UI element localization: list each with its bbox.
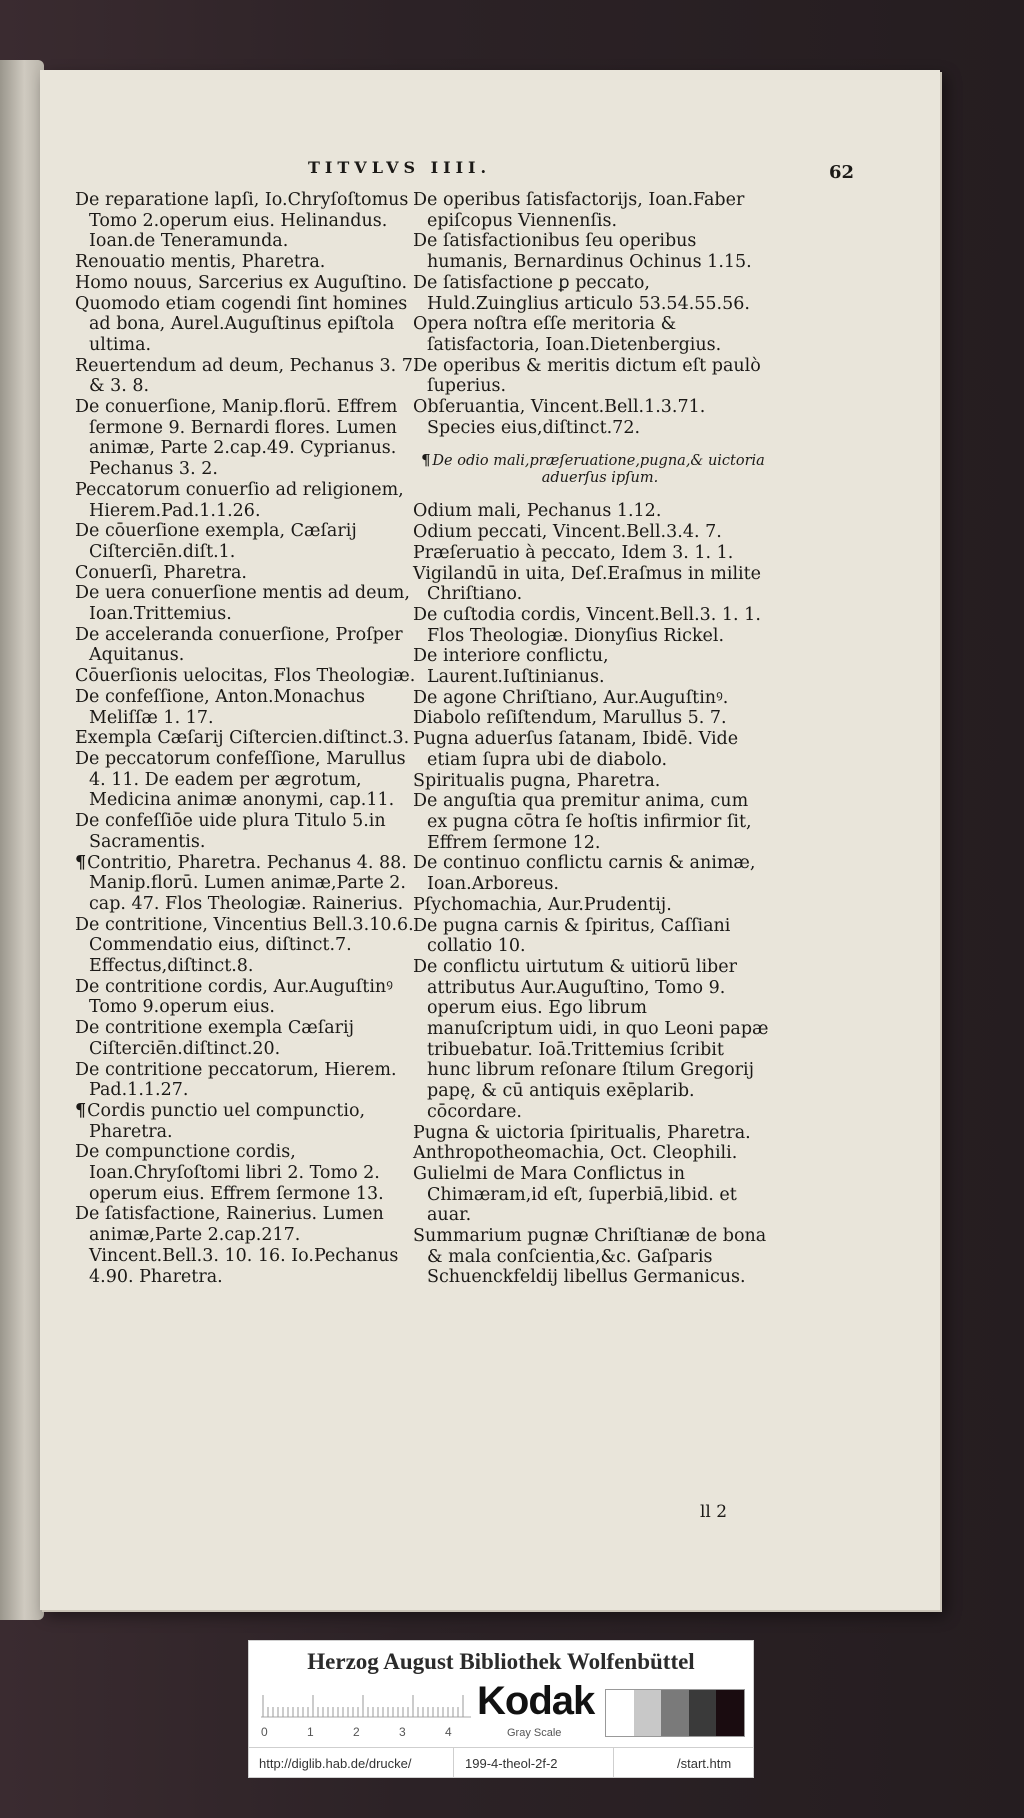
color-calibration-card bbox=[248, 1640, 754, 1778]
ruler-scale bbox=[261, 1687, 471, 1723]
printer-signature: ll 2 bbox=[700, 1502, 728, 1522]
ruler-number: 4 bbox=[445, 1725, 452, 1739]
library-title: Herzog August Bibliothek Wolfenbüttel bbox=[307, 1649, 695, 1674]
footer-divider bbox=[453, 1747, 454, 1777]
index-entry: De compunctione cordis, Ioan.Chryſoſtomi libri 2. Tomo 2. operum eius. Effrem ſermone 13. bbox=[75, 1142, 384, 1204]
index-entry: De anguſtia qua premitur anima, cum ex pugna cōtra ſe hoſtis infirmior ſit, Effrem ſermone 12. bbox=[413, 791, 752, 853]
ruler-number: 3 bbox=[399, 1725, 406, 1739]
gray-patch bbox=[661, 1690, 689, 1736]
index-entry: ¶ Contritio, Pharetra. Pechanus 4. 88. Manip.florū. Lumen animæ,Parte 2. cap. 47. Flos Theologiæ. Rainerius. bbox=[75, 853, 425, 915]
ruler-number: 2 bbox=[353, 1725, 360, 1739]
index-entry: Odium peccati, Vincent.Bell.3.4. 7. bbox=[413, 522, 722, 543]
index-entry: ¶ Cordis punctio uel compunctio, Pharetra. bbox=[75, 1101, 425, 1142]
section-subheading: ¶ De odio mali,præſeruatione,pugna,& uictoria aduerſus ipſum. bbox=[413, 452, 773, 487]
index-entry: Reuertendum ad deum, Pechanus 3. 7. & 3. 8. bbox=[75, 355, 419, 397]
gray-patch bbox=[689, 1690, 717, 1736]
index-entry: Exempla Cæſarij Ciſtercien.diſtinct.3. bbox=[75, 728, 410, 749]
index-entry: De conuerſione, Manip.florū. Effrem ſermone 9. Bernardi flores. Lumen animæ, Parte 2.cap.49. Cyprianus. Pechanus 3. 2. bbox=[75, 397, 398, 480]
index-entry: De confeſſiōe uide plura Titulo 5.in Sacramentis. bbox=[75, 811, 386, 852]
index-entry: De cōuerſione exempla, Cæſarij Ciſterciēn.diſt.1. bbox=[75, 521, 357, 562]
index-entry: De confeſſione, Anton.Monachus Meliſſæ 1. 17. bbox=[75, 686, 366, 728]
index-entry: De agone Chriſtiano, Aur.Auguſtinꝰ. bbox=[413, 687, 729, 708]
book-page bbox=[40, 70, 940, 1610]
index-entry: Vigilandū in uita, Deſ.Eraſmus in milite Chriſtiano. bbox=[413, 563, 762, 605]
index-entry: Homo nouus, Sarcerius ex Auguſtino. bbox=[75, 272, 408, 293]
index-entry: De pugna carnis & ſpiritus, Caſſiani collatio 10. bbox=[413, 915, 731, 957]
index-entry: Cōuerſionis uelocitas, Flos Theologiæ. bbox=[75, 666, 416, 687]
index-entry: Renouatio mentis, Pharetra. bbox=[75, 252, 326, 273]
index-entry: Diabolo reſiſtendum, Marullus 5. 7. bbox=[413, 708, 727, 729]
index-entry: Anthropotheomachia, Oct. Cleophili. bbox=[413, 1143, 738, 1164]
index-entry: De ſatisfactionibus ſeu operibus humanis, Bernardinus Ochinus 1.15. bbox=[413, 231, 752, 273]
index-entry: Odium mali, Pechanus 1.12. bbox=[413, 501, 662, 522]
right-column-bottom bbox=[413, 501, 773, 1288]
left-column bbox=[75, 190, 425, 1287]
right-column bbox=[413, 190, 773, 1288]
index-entry: De contritione exempla Cæſarij Ciſterciēn.diſtinct.20. bbox=[75, 1018, 355, 1059]
ruler-numbers bbox=[261, 1725, 471, 1741]
running-title: TITVLVS IIII. bbox=[308, 158, 492, 177]
index-entry: De operibus & meritis dictum eſt paulò ſuperius. bbox=[413, 355, 761, 397]
index-entry: Opera noſtra eſſe meritoria & ſatisfactoria, Ioan.Dietenbergius. bbox=[413, 314, 722, 355]
index-entry: De reparatione lapſi, Io.Chryſoſtomus Tomo 2.operum eius. Helinandus. Ioan.de Teneramunda. bbox=[75, 190, 409, 252]
facing-page-edge bbox=[0, 60, 44, 1620]
index-entry: De contritione peccatorum, Hierem. Pad.1.1.27. bbox=[75, 1059, 397, 1101]
ruler-number: 0 bbox=[261, 1725, 268, 1739]
gray-patch bbox=[634, 1690, 662, 1736]
index-entry: Pſychomachia, Aur.Prudentij. bbox=[413, 894, 672, 915]
index-entry: De interiore conflictu, Laurent.Iuſtinianus. bbox=[413, 646, 609, 688]
index-entry: De contritione, Vincentius Bell.3.10.6. Commendatio eius, diſtinct.7. Effectus,diſtinct.8. bbox=[75, 914, 414, 977]
gray-patch bbox=[716, 1690, 744, 1736]
gray-patch bbox=[606, 1690, 634, 1736]
card-footer bbox=[249, 1747, 753, 1778]
index-entry: De operibus ſatisfactorijs, Ioan.Faber epiſcopus Viennenſis. bbox=[413, 190, 745, 231]
index-entry: Quomodo etiam cogendi ſint homines ad bona, Aurel.Auguſtinus epiſtola ultima. bbox=[75, 293, 408, 355]
page-header bbox=[40, 158, 940, 188]
gray-scale-patches bbox=[605, 1689, 745, 1737]
kodak-logo: Kodak bbox=[477, 1679, 595, 1723]
footer-divider bbox=[613, 1747, 614, 1777]
page-number: 62 bbox=[828, 162, 854, 183]
index-entry: Præſeruatio à peccato, Idem 3. 1. 1. bbox=[413, 542, 734, 563]
index-entry: De ſatisfactione, Rainerius. Lumen animæ,Parte 2.cap.217. Vincent.Bell.3. 10. 16. Io.Pechanus 4.90. Pharetra. bbox=[75, 1204, 399, 1287]
index-entry: De conflictu uirtutum & uitiorū liber attributus Aur.Auguſtino, Tomo 9. operum eius. Ego librum manuſcriptum uidi, in quo Leoni papæ tribuebatur. Ioā.Trittemius ſcribit hunc librum reſonare ſtilum Gregorij papę, & cū antiquis exēplarib. cōcordare. bbox=[413, 956, 769, 1122]
ruler-number: 1 bbox=[307, 1725, 314, 1739]
index-entry: De uera conuerſione mentis ad deum, Ioan.Trittemius. bbox=[75, 583, 410, 625]
index-entry: De cuſtodia cordis, Vincent.Bell.3. 1. 1. Flos Theologiæ. Dionyſius Rickel. bbox=[413, 604, 761, 646]
gray-scale-label: Gray Scale bbox=[507, 1727, 562, 1739]
index-entry: Summarium pugnæ Chriſtianæ de bona & mala conſcientia,&c. Gaſparis Schuenckfeldij libellus Germanicus. bbox=[413, 1226, 767, 1288]
index-entry: Pugna & uictoria ſpiritualis, Pharetra. bbox=[413, 1122, 751, 1143]
index-entry: De ſatisfactione ꝑ peccato, Huld.Zuinglius articulo 53.54.55.56. bbox=[413, 272, 750, 314]
footer-url: http://diglib.hab.de/drucke/ bbox=[259, 1756, 412, 1771]
footer-shelfmark: 199-4-theol-2f-2 bbox=[465, 1756, 558, 1771]
index-entry: Conuerſi, Pharetra. bbox=[75, 562, 247, 583]
index-entry: De peccatorum confeſſione, Marullus 4. 11. De eadem per ægrotum, Medicina animæ anonymi, cap.11. bbox=[75, 748, 406, 811]
footer-start: /start.htm bbox=[677, 1756, 732, 1771]
index-entry: Pugna aduerſus ſatanam, Ibidē. Vide etiam ſupra ubi de diabolo. bbox=[413, 729, 739, 770]
index-entry: De continuo conflictu carnis & animæ, Ioan.Arboreus. bbox=[413, 853, 756, 895]
right-column-top bbox=[413, 190, 773, 438]
index-entry: Gulielmi de Mara Conflictus in Chimæram,id eſt, ſuperbiā,libid. et auar. bbox=[413, 1163, 737, 1226]
index-entry: De contritione cordis, Aur.Auguſtinꝰ Tomo 9.operum eius. bbox=[75, 976, 393, 1018]
index-entry: Spiritualis pugna, Pharetra. bbox=[413, 770, 661, 791]
index-entry: De acceleranda conuerſione, Proſper Aquitanus. bbox=[75, 624, 403, 666]
index-entry: Obſeruantia, Vincent.Bell.1.3.71. Species eius,diſtinct.72. bbox=[413, 397, 706, 438]
index-entry: Peccatorum conuerſio ad religionem, Hierem.Pad.1.1.26. bbox=[75, 479, 404, 521]
